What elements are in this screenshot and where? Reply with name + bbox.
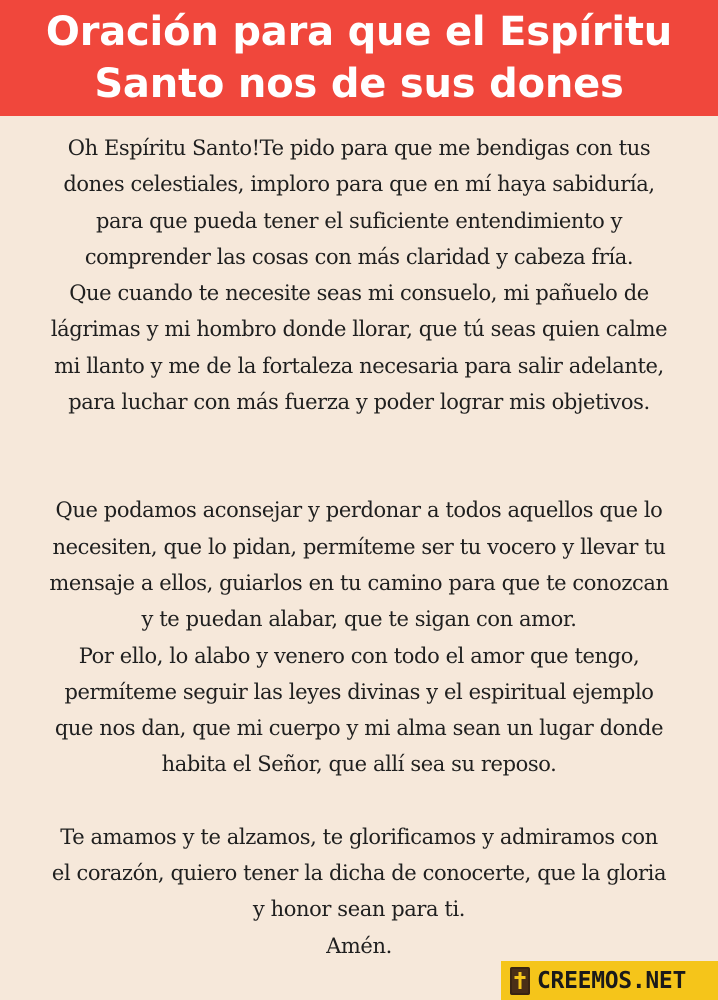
prayer-line: y te puedan alabar, que te sigan con amor.: [141, 607, 577, 632]
bible-cross-icon: [509, 966, 531, 996]
prayer-paragraph-1: [6, 130, 712, 420]
page-title-line-2: Santo nos de sus dones: [94, 61, 624, 107]
prayer-line: lágrimas y mi hombro donde llorar, que tú seas quien calme: [50, 317, 668, 342]
paragraph-spacer: [6, 783, 712, 819]
prayer-line: Por ello, lo alabo y venero con todo el amor que tengo,: [78, 643, 640, 668]
prayer-line: y honor sean para ti.: [252, 897, 466, 922]
prayer-line: para luchar con más fuerza y poder lograr mis objetivos.: [68, 390, 650, 415]
prayer-line: habita el Señor, que allí sea su reposo.: [161, 752, 557, 777]
prayer-line: Que podamos aconsejar y perdonar a todos aquellos que lo: [55, 498, 663, 523]
prayer-line: mi llanto y me de la fortaleza necesaria para salir adelante,: [54, 353, 664, 378]
site-watermark[interactable]: [501, 961, 718, 1000]
prayer-line: Amén.: [326, 933, 392, 958]
prayer-text: [6, 130, 712, 964]
prayer-line: permíteme seguir las leyes divinas y el espiritual ejemplo: [64, 679, 654, 704]
prayer-line: que nos dan, que mi cuerpo y mi alma sean un lugar donde: [54, 716, 664, 741]
title-banner: [0, 0, 718, 116]
prayer-line: mensaje a ellos, guiarlos en tu camino para que te conozcan: [49, 570, 669, 595]
paragraph-spacer: [6, 420, 712, 492]
prayer-line: Oh Espíritu Santo!Te pido para que me bendigas con tus: [67, 136, 651, 160]
prayer-paragraph-3: [6, 819, 712, 964]
prayer-line: dones celestiales, imploro para que en mí haya sabiduría,: [63, 172, 655, 197]
prayer-line: el corazón, quiero tener la dicha de conocerte, que la gloria: [51, 861, 667, 886]
prayer-line: comprender las cosas con más claridad y cabeza fría.: [84, 244, 634, 269]
prayer-paragraph-2: [6, 492, 712, 782]
page-title-line-1: Oración para que el Espíritu: [45, 9, 673, 55]
prayer-line: Que cuando te necesite seas mi consuelo, mi pañuelo de: [69, 281, 649, 306]
prayer-line: necesiten, que lo pidan, permíteme ser tu vocero y llevar tu: [52, 534, 666, 559]
site-name: CREEMOS.NET: [537, 967, 687, 994]
prayer-line: para que pueda tener el suficiente entendimiento y: [95, 208, 623, 233]
prayer-line: Te amamos y te alzamos, te glorificamos y admiramos con: [60, 824, 658, 849]
